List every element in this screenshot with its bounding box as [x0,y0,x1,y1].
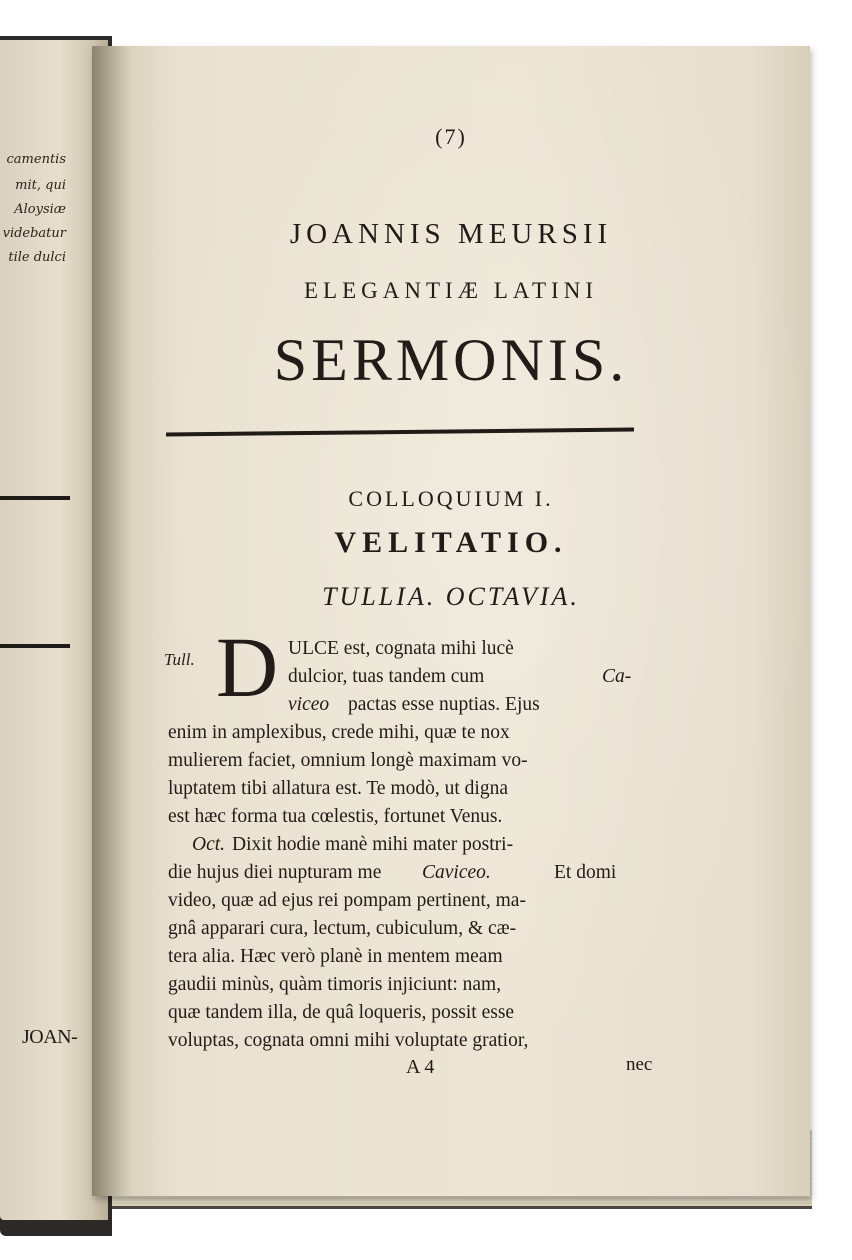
speaker-label-oct: Oct. [192,834,226,855]
left-page-fragment: Aloysiæ [14,202,66,217]
body-line: quæ tandem illa, de quâ loqueris, possit esse [168,1002,515,1023]
speaker-label: Tull. [164,650,195,669]
left-page-fragment: mit, qui [15,178,66,193]
left-page-catchword: JOAN- [22,1026,78,1048]
author-heading: JOANNIS MEURSII [289,218,613,250]
colloquium-heading: COLLOQUIUM I. [348,486,554,511]
left-page-fragment: camentis [6,152,66,167]
right-page [92,46,810,1196]
drop-cap: D [216,619,279,715]
body-line: mulierem faciet, omnium longè maximam vo- [168,750,528,771]
subtitle-heading: ELEGANTIÆ LATINI [304,278,598,303]
signature-mark: A 4 [406,1056,435,1078]
body-line: Dixit hodie manè mihi mater postri- [232,834,514,855]
body-line: gaudii minùs, quàm timoris injiciunt: nam, [168,974,502,995]
main-title: SERMONIS. [273,327,629,393]
body-line: die hujus diei nupturam me [168,862,382,883]
page-number: (7) [435,124,467,149]
body-line: enim in amplexibus, crede mihi, quæ te nox [168,722,510,743]
body-line-italic: Caviceo. [422,862,491,883]
body-line: pactas esse nuptias. Ejus [348,694,540,715]
body-line-italic: viceo [288,694,330,715]
left-page-fragment: videbatur [2,226,66,241]
body-line-italic: Ca- [602,666,632,687]
body-line: gnâ apparari cura, lectum, cubiculum, & cæ- [168,918,517,939]
body-line: dulcior, tuas tandem cum [288,666,485,687]
dramatis-personae: TULLIA. OCTAVIA. [322,582,580,611]
body-line: voluptas, cognata omni mihi voluptate gratior, [168,1030,529,1051]
left-page-rule [0,644,70,648]
body-line: tera alia. Hæc verò planè in mentem meam [168,946,503,967]
body-line: est hæc forma tua cœlestis, fortunet Venus. [168,806,503,827]
body-line: video, quæ ad ejus rei pompam pertinent, ma- [168,890,526,911]
body-line: luptatem tibi allatura est. Te modò, ut digna [168,778,508,799]
body-line: ULCE est, cognata mihi lucè [288,638,514,659]
title-rule [166,428,634,437]
left-page-fragment: tile dulci [8,250,66,265]
left-page-rule [0,496,70,500]
colloquium-title: VELITATIO. [334,526,568,559]
body-line: Et domi [554,862,617,883]
gutter-shadow [92,46,132,1196]
catchword: nec [626,1054,653,1075]
